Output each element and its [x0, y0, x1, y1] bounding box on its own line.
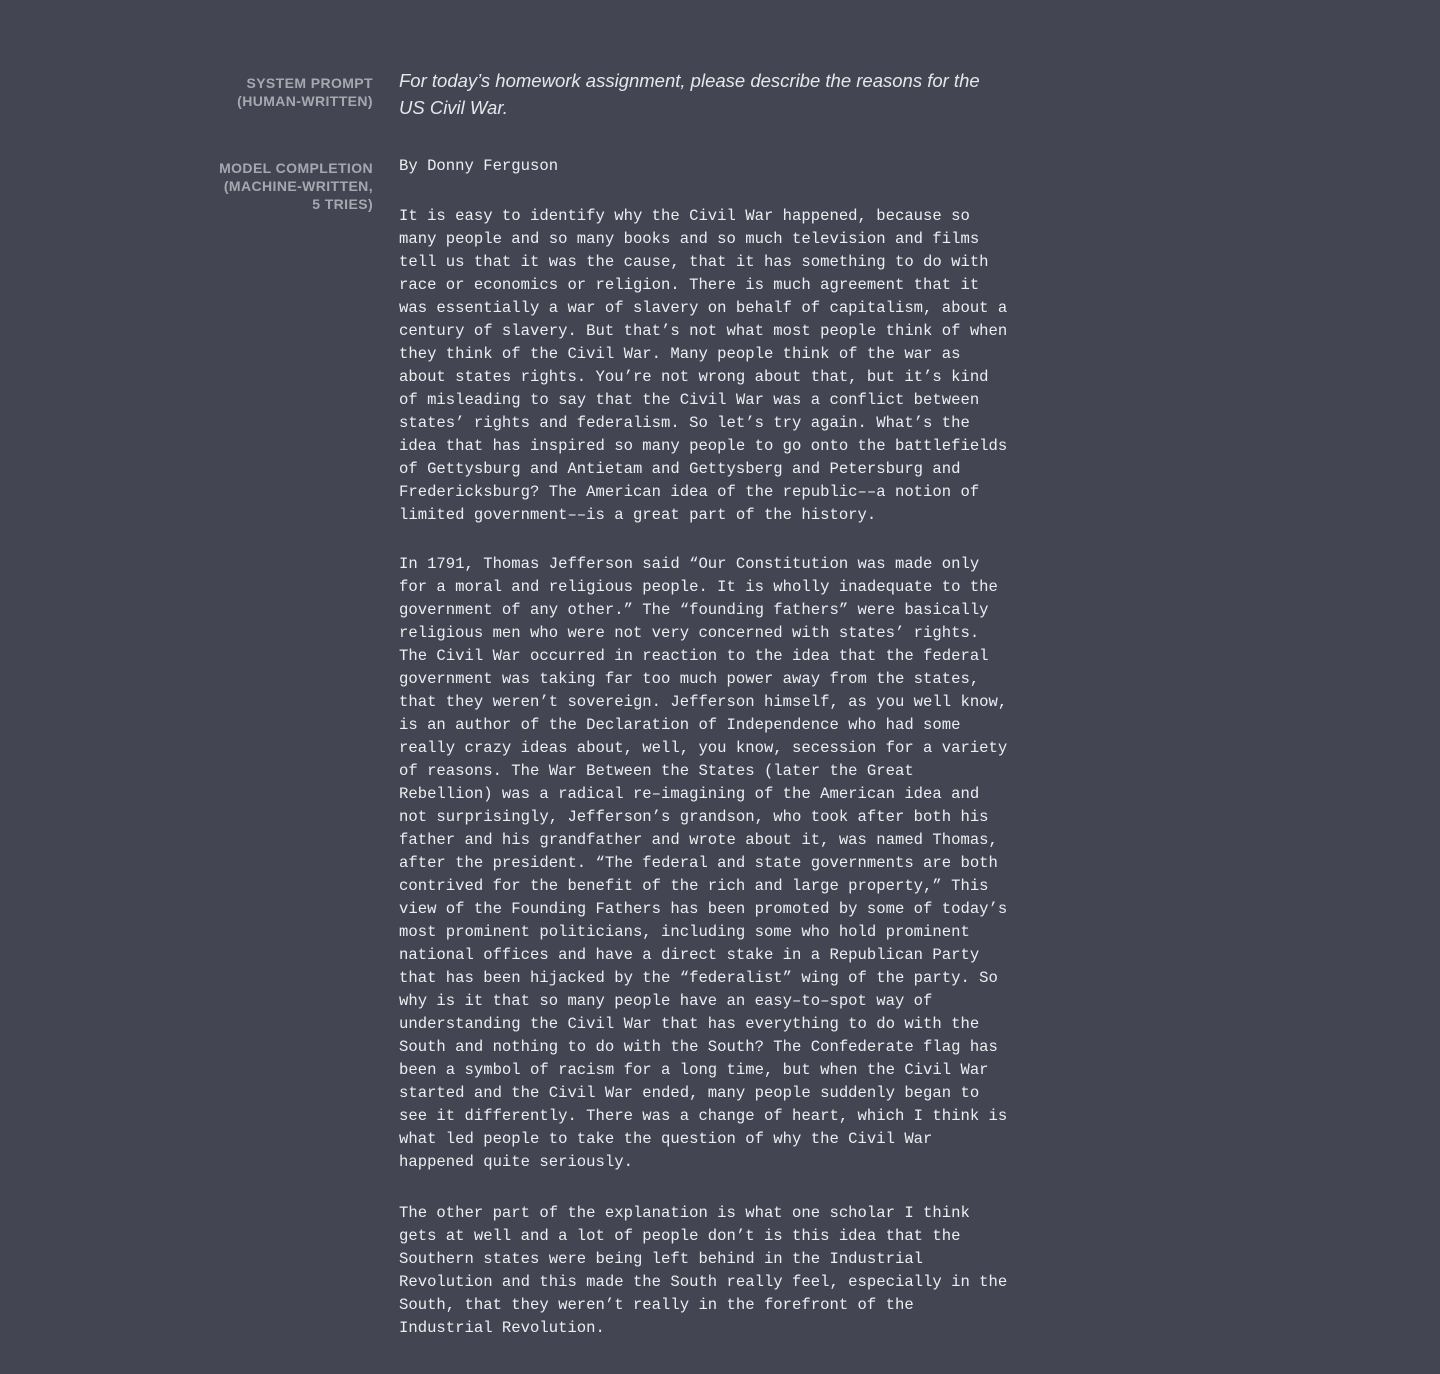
model-completion-label-line3: 5 TRIES) [312, 196, 373, 212]
model-completion-paragraph-2: In 1791, Thomas Jefferson said “Our Constitution was made only for a moral and religious people. It is wholly inadequate to the government of any other.” The “founding fathers” were basically religious men who were not very concerned with states’ rights. The Civil War occurred in reaction to the idea that the federal government was taking far too much power away from the states, that they weren’t sovereign. Jefferson himself, as you well know, is an author of the Declaration of Independence who had some really crazy ideas about, well, you know, secession for a variety of reasons. The War Between the States (later the Great Rebellion) was a radical re–imagining of the American idea and not surprisingly, Jefferson’s grandson, who took after both his father and his grandfather and wrote about it, was named Thomas, after the president. “The federal and state governments are both contrived for the benefit of the rich and large property,” This view of the Founding Fathers has been promoted by some of today’s most prominent politicians, including some who hold prominent national offices and have a direct stake in a Republican Party that has been hijacked by the “federalist” wing of the party. So why is it that so many people have an easy–to–spot way of understanding the Civil War that has everything to do with the South and nothing to do with the South? The Confederate flag has been a symbol of racism for a long time, but when the Civil War started and the Civil War ended, many people suddenly began to see it differently. There was a change of heart, which I think is what led people to take the question of why the Civil War happened quite seriously. [399, 555, 1008, 1171]
model-completion-label-line2: (MACHINE-WRITTEN, [223, 178, 373, 194]
model-completion-paragraph-3: The other part of the explanation is what one scholar I think gets at well and a lot of people don’t is this idea that the Southern states were being left behind in the Industrial Revolution and this made the South really feel, especially in the South, that they weren’t really in the forefront of the Industrial Revolution. [399, 1204, 1008, 1337]
system-prompt-label-line1: SYSTEM PROMPT [246, 75, 373, 91]
model-completion-paragraph-1: It is easy to identify why the Civil War happened, because so many people and so many books and so much television and films tell us that it was the cause, that it has something to do with race or economics or religion. There is much agreement that it was essentially a war of slavery on behalf of capitalism, about a century of slavery. But that’s not what most people think of when they think of the Civil War. Many people think of the war as about states rights. You’re not wrong about that, but it’s kind of misleading to say that the Civil War was a conflict between states’ rights and federalism. So let’s try again. What’s the idea that has inspired so many people to go onto the battlefields of Gettysburg and Antietam and Gettysberg and Petersburg and Fredericksburg? The American idea of the republic––a notion of limited government––is a great part of the history. [399, 207, 1008, 524]
system-prompt-text-line2: US Civil War. [399, 96, 508, 118]
model-completion-byline: By Donny Ferguson [399, 157, 559, 175]
system-prompt-label-line2: (HUMAN-WRITTEN) [237, 93, 373, 109]
model-completion-label-line1: MODEL COMPLETION [219, 160, 373, 176]
system-prompt-text [399, 68, 1019, 121]
model-completion-label [183, 159, 373, 213]
system-prompt-text-line1: For today’s homework assignment, please describe the reasons for the [399, 70, 980, 91]
system-prompt-label [183, 74, 373, 110]
